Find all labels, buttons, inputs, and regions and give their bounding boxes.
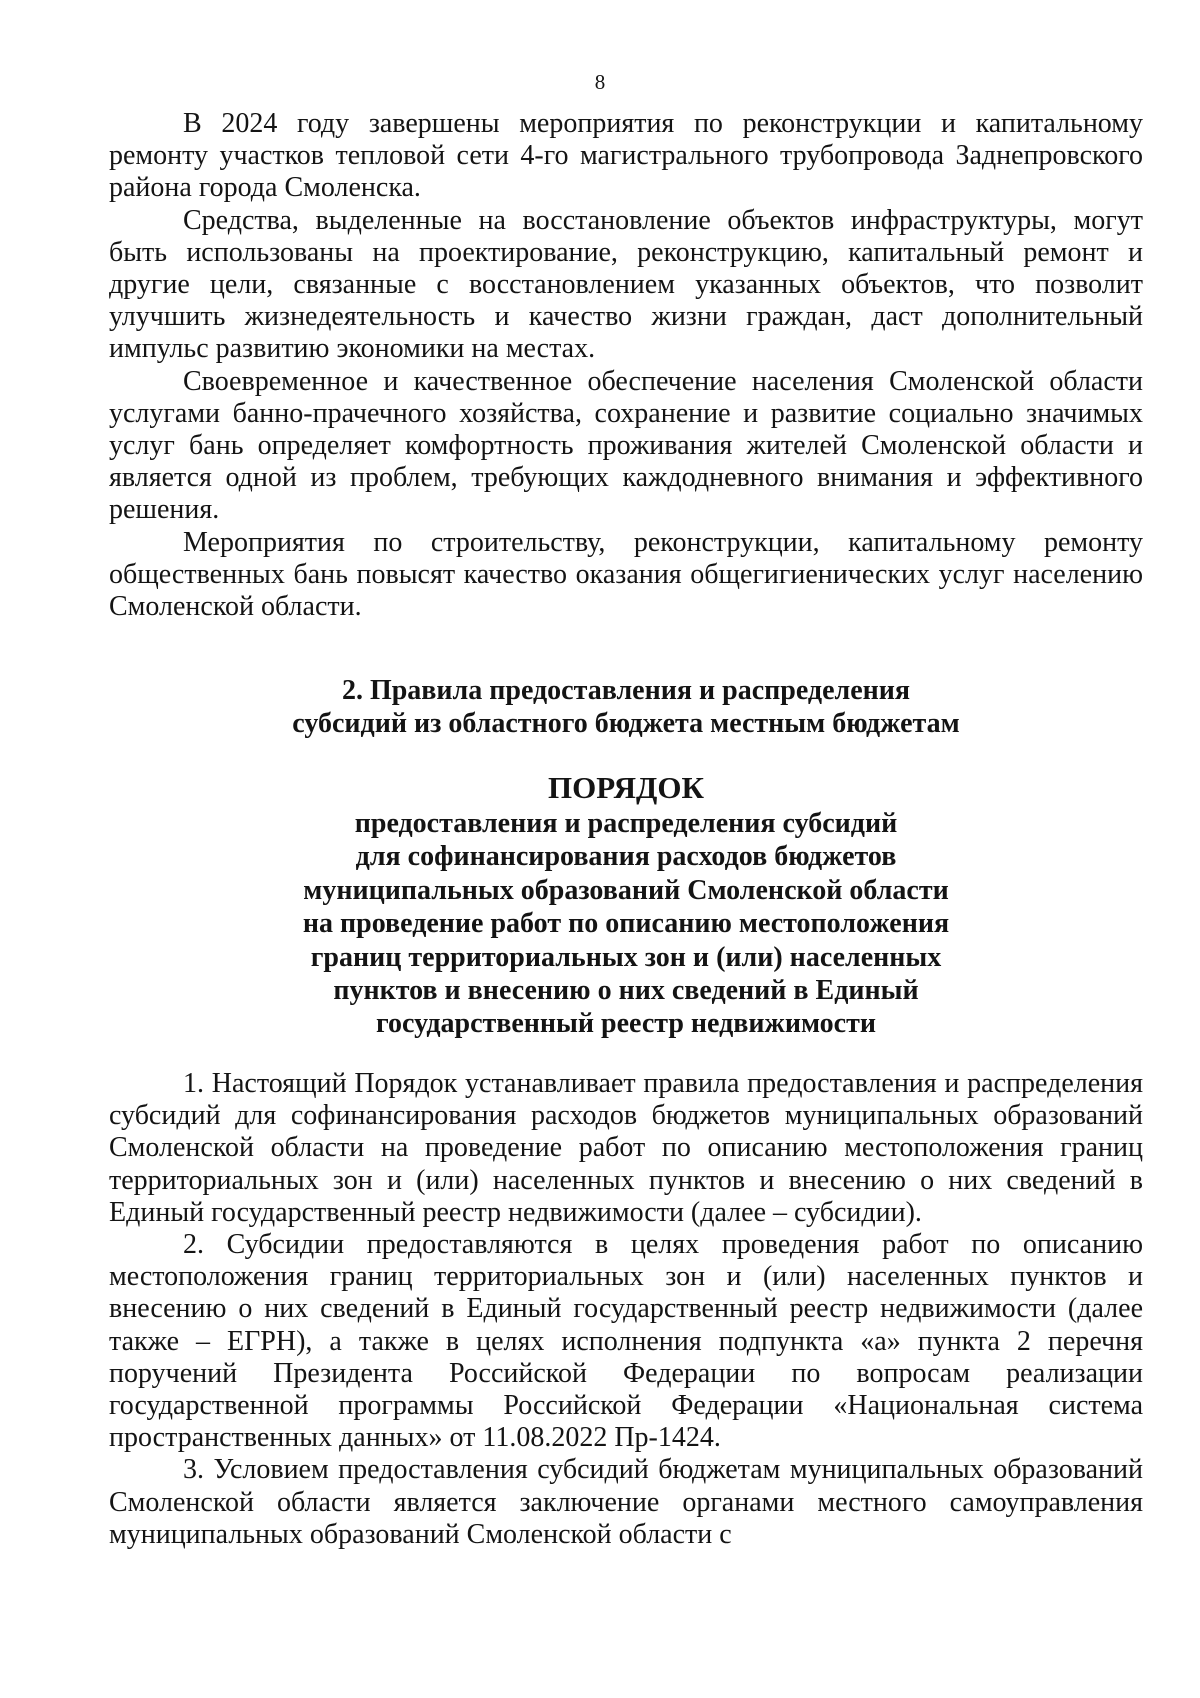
- order-subtitle-line-2: для софинансирования расходов бюджетов: [355, 841, 897, 873]
- order-paragraph-2: 2. Субсидии предоставляются в целях проведения работ по описанию местоположения границ территориальных зон и (или) населенных пунктов и внесению о них сведений в Единый государственный реестр недвижимости (далее также – ЕГРН), а также в целях исполнения подпункта «а» пункта 2 перечня поручений Президента Российской Федерации по вопросам реализации государственной программы Российской Федерации «Национальная система пространственных данных» от 11.08.2022 Пр-1424.: [109, 1229, 1143, 1454]
- order-subtitle-line-5: границ территориальных зон и (или) населенных: [310, 941, 942, 973]
- order-subtitle-line-4: на проведение работ по описанию местоположения: [302, 908, 950, 940]
- order-title: ПОРЯДОК: [548, 770, 704, 805]
- intro-paragraph-2: Средства, выделенные на восстановление объектов инфраструктуры, могут быть использованы на проектирование, реконструкцию, капитальный ремонт и другие цели, связанные с восстановлением указанных объектов, что позволит улучшить жизнедеятельность и качество жизни граждан, даст дополнительный импульс развитию экономики на местах.: [109, 204, 1143, 365]
- section-title-line-2: субсидий из областного бюджета местным бюджетам: [292, 708, 960, 739]
- order-paragraph-3: 3. Условием предоставления субсидий бюджетам муниципальных образований Смоленской области является заключение органами местного самоуправления муниципальных образований Смоленской области с: [109, 1454, 1143, 1550]
- section-title-line-1: 2. Правила предоставления и распределения: [341, 675, 911, 706]
- order-subtitle: [109, 807, 1143, 1041]
- intro-paragraph-4: Мероприятия по строительству, реконструкции, капитальному ремонту общественных бань повысят качество оказания общегигиенических услуг населению Смоленской области.: [109, 526, 1143, 623]
- order-subtitle-line-6: пунктов и внесению о них сведений в Единый: [333, 975, 919, 1007]
- page-number: 8: [594, 70, 606, 94]
- order-subtitle-line-7: государственный реестр недвижимости: [376, 1008, 876, 1040]
- order-text: [109, 1068, 1143, 1551]
- intro-text: [109, 108, 1143, 623]
- intro-paragraph-3: Своевременное и качественное обеспечение населения Смоленской области услугами банно-прачечного хозяйства, сохранение и развитие социально значимых услуг бань определяет комфортность проживания жителей Смоленской области и является одной из проблем, требующих каждодневного внимания и эффективного решения.: [109, 365, 1143, 526]
- order-paragraph-1: 1. Настоящий Порядок устанавливает правила предоставления и распределения субсидий для софинансирования расходов бюджетов муниципальных образований Смоленской области на проведение работ по описанию местоположения границ территориальных зон и (или) населенных пунктов и внесению о них сведений в Единый государственный реестр недвижимости (далее – субсидии).: [109, 1068, 1143, 1228]
- order-subtitle-line-3: муниципальных образований Смоленской области: [303, 874, 949, 906]
- order-subtitle-line-1: предоставления и распределения субсидий: [354, 808, 898, 839]
- intro-paragraph-1: В 2024 году завершены мероприятия по реконструкции и капитальному ремонту участков тепловой сети 4-го магистрального трубопровода Заднепровского района города Смоленска.: [109, 108, 1143, 204]
